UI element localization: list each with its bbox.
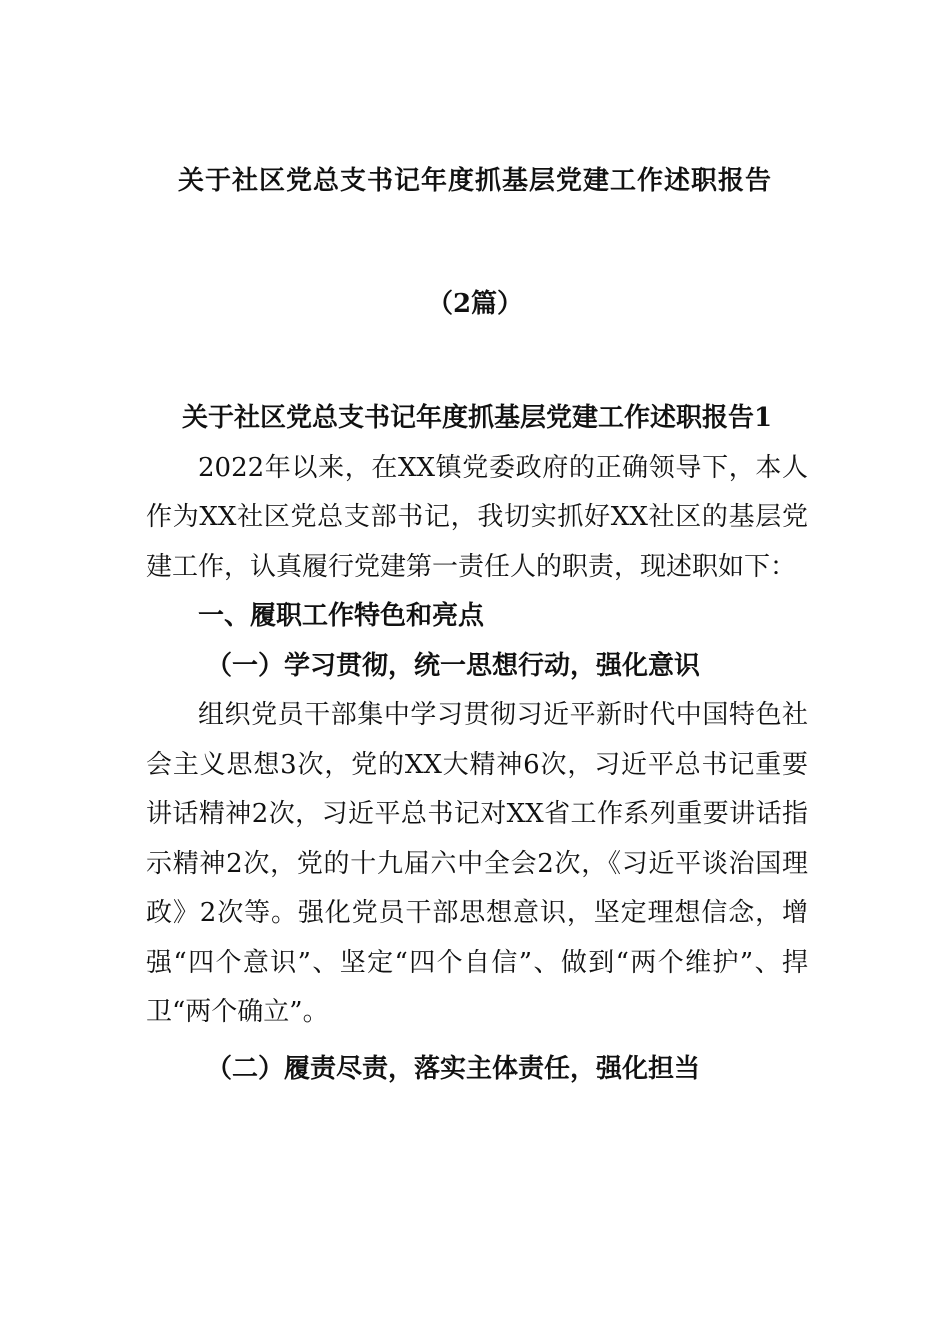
report-title: 关于社区党总支书记年度抓基层党建工作述职报告1 bbox=[181, 403, 773, 433]
document-body bbox=[146, 394, 808, 1094]
subsection-paragraph-1: 组织党员干部集中学习贯彻习近平新时代中国特色社会主义思想3次，党的XX大精神6次，习近平总书记重要讲话精神2次，习近平总书记对XX省工作系列重要讲话指示精神2次，党的十九届六中全会2次，《习近平谈治国理政》2次等。强化党员干部思想意识，坚定理想信念，增强“四个意识”、坚定“四个自信”、做到“两个维护”、捍卫“两个确立”。 bbox=[146, 700, 808, 1027]
subsection-heading-1: （一）学习贯彻，统一思想行动，强化意识 bbox=[206, 650, 701, 681]
intro-paragraph: 2022年以来，在XX镇党委政府的正确领导下，本人作为XX社区党总支部书记，我切实抓好XX社区的基层党建工作，认真履行党建第一责任人的职责，现述职如下： bbox=[146, 452, 808, 582]
subsection-heading-2: （二）履责尽责，落实主体责任，强化担当 bbox=[206, 1053, 701, 1084]
document-main-title: 关于社区党总支书记年度抓基层党建工作述职报告 bbox=[177, 166, 772, 196]
document-subtitle: （2篇） bbox=[426, 289, 524, 319]
section-heading-1: 一、履职工作特色和亮点 bbox=[198, 601, 485, 631]
